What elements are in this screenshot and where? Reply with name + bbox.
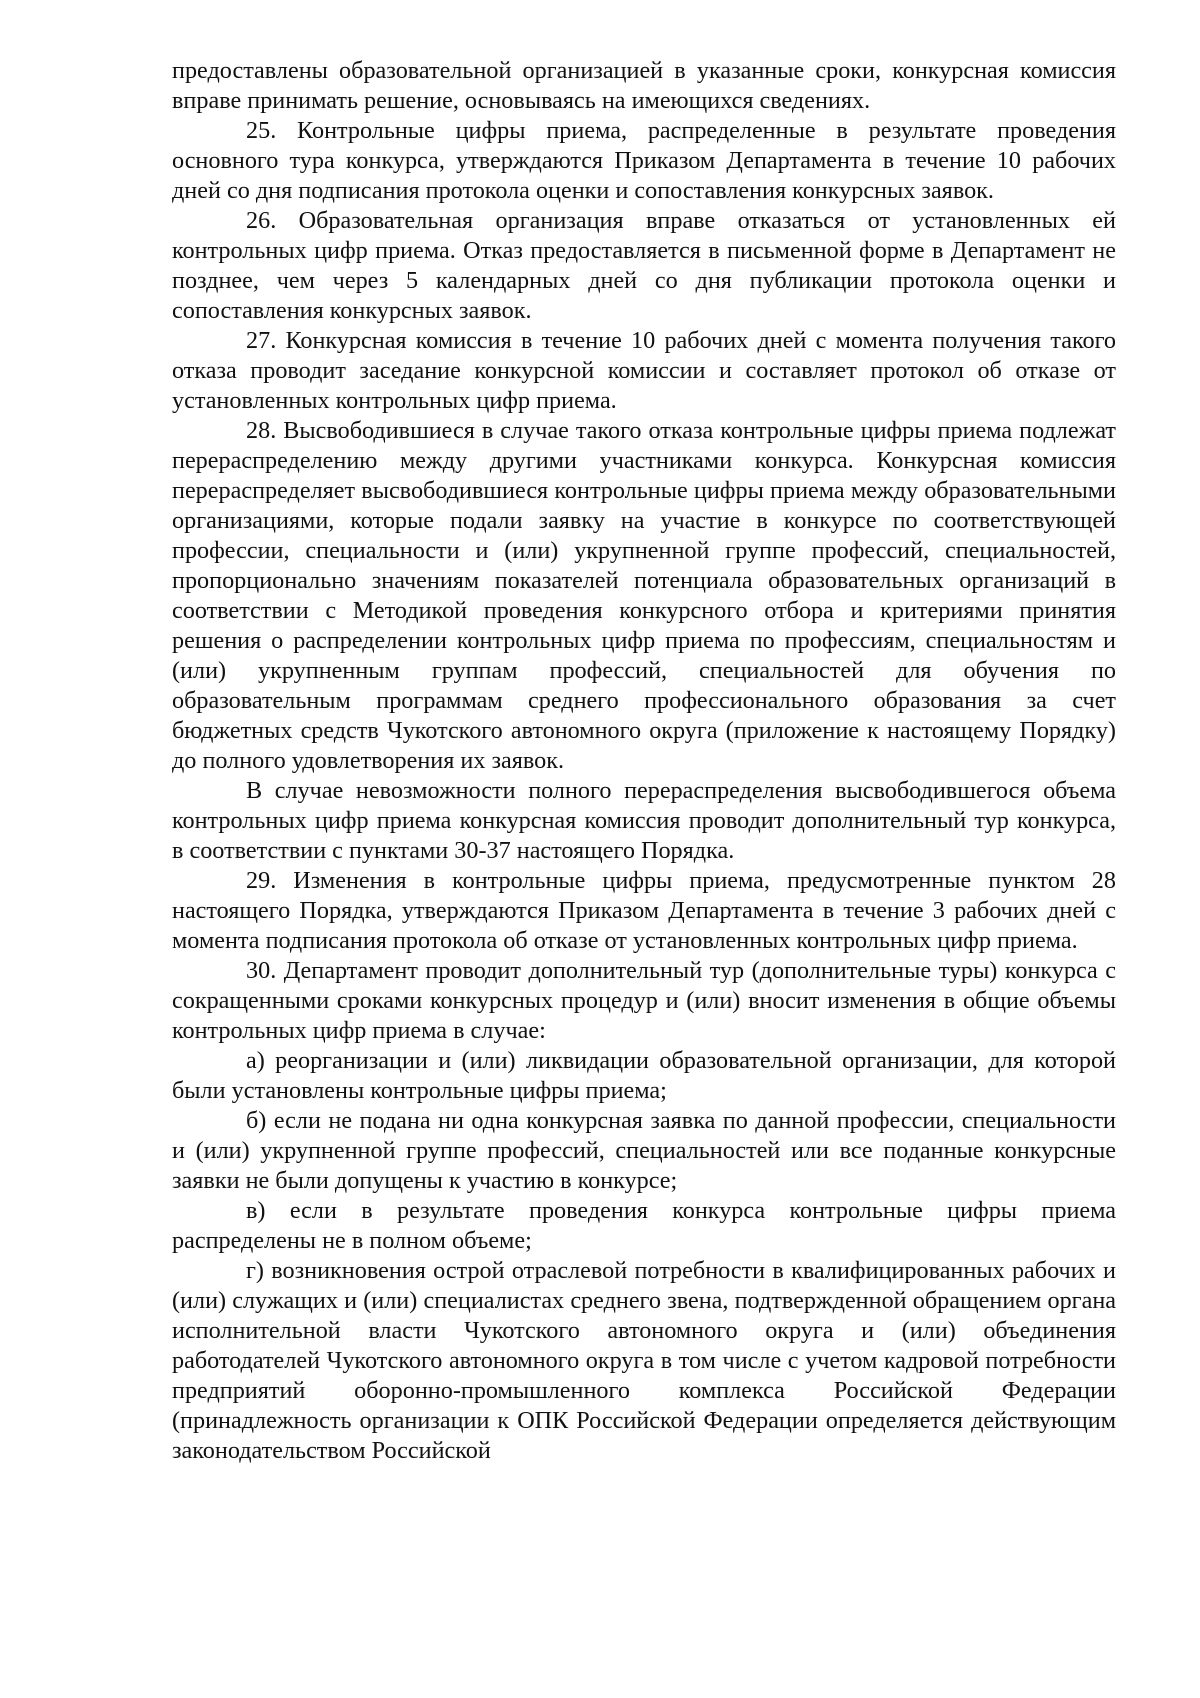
paragraph-continuation: предоставлены образовательной организацией в указанные сроки, конкурсная комиссия вправе принимать решение, основываясь на имеющихся сведениях.: [172, 57, 1116, 114]
paragraph-28-addendum: В случае невозможности полного перераспределения высвободившегося объема контрольных цифр приема конкурсная комиссия проводит дополнительный тур конкурса, в соответствии с пунктами 30-37 настоящего Порядка.: [172, 777, 1116, 864]
paragraph-29: 29. Изменения в контрольные цифры приема, предусмотренные пунктом 28 настоящего Порядка, утверждаются Приказом Департамента в течение 3 рабочих дней с момента подписания протокола об отказе от установленных контрольных цифр приема.: [172, 867, 1116, 954]
paragraph-30-item-g: г) возникновения острой отраслевой потребности в квалифицированных рабочих и (или) служащих и (или) специалистах среднего звена, подтвержденной обращением органа исполнительной власти Чукотского автономного округа и (или) объединения работодателей Чукотского автономного округа в том числе с учетом кадровой потребности предприятий оборонно-промышленного комплекса Российской Федерации (принадлежность организации к ОПК Российской Федерации определяется действующим законодательством Российской: [172, 1257, 1116, 1464]
paragraph-28: 28. Высвободившиеся в случае такого отказа контрольные цифры приема подлежат перераспределению между другими участниками конкурса. Конкурсная комиссия перераспределяет высвободившиеся контрольные цифры приема между образовательными организациями, которые подали заявку на участие в конкурсе по соответствующей профессии, специальности и (или) укрупненной группе профессий, специальностей, пропорционально значениям показателей потенциала образовательных организаций в соответствии с Методикой проведения конкурсного отбора и критериями принятия решения о распределении контрольных цифр приема по профессиям, специальностям и (или) укрупненным группам профессий, специальностей для обучения по образовательным программам среднего профессионального образования за счет бюджетных средств Чукотского автономного округа (приложение к настоящему Порядку) до полного удовлетворения их заявок.: [172, 417, 1116, 774]
document-page: [172, 56, 1116, 1466]
paragraph-30-item-a: а) реорганизации и (или) ликвидации образовательной организации, для которой были установлены контрольные цифры приема;: [172, 1047, 1116, 1104]
paragraph-30-item-v: в) если в результате проведения конкурса контрольные цифры приема распределены не в полном объеме;: [172, 1197, 1116, 1254]
paragraph-25: 25. Контрольные цифры приема, распределенные в результате проведения основного тура конкурса, утверждаются Приказом Департамента в течение 10 рабочих дней со дня подписания протокола оценки и сопоставления конкурсных заявок.: [172, 117, 1116, 204]
paragraph-27: 27. Конкурсная комиссия в течение 10 рабочих дней с момента получения такого отказа проводит заседание конкурсной комиссии и составляет протокол об отказе от установленных контрольных цифр приема.: [172, 327, 1116, 414]
paragraph-30-item-b: б) если не подана ни одна конкурсная заявка по данной профессии, специальности и (или) укрупненной группе профессий, специальностей или все поданные конкурсные заявки не были допущены к участию в конкурсе;: [172, 1107, 1116, 1194]
paragraph-26: 26. Образовательная организация вправе отказаться от установленных ей контрольных цифр приема. Отказ предоставляется в письменной форме в Департамент не позднее, чем через 5 календарных дней со дня публикации протокола оценки и сопоставления конкурсных заявок.: [172, 207, 1116, 324]
paragraph-30: 30. Департамент проводит дополнительный тур (дополнительные туры) конкурса с сокращенными сроками конкурсных процедур и (или) вносит изменения в общие объемы контрольных цифр приема в случае:: [172, 957, 1116, 1044]
